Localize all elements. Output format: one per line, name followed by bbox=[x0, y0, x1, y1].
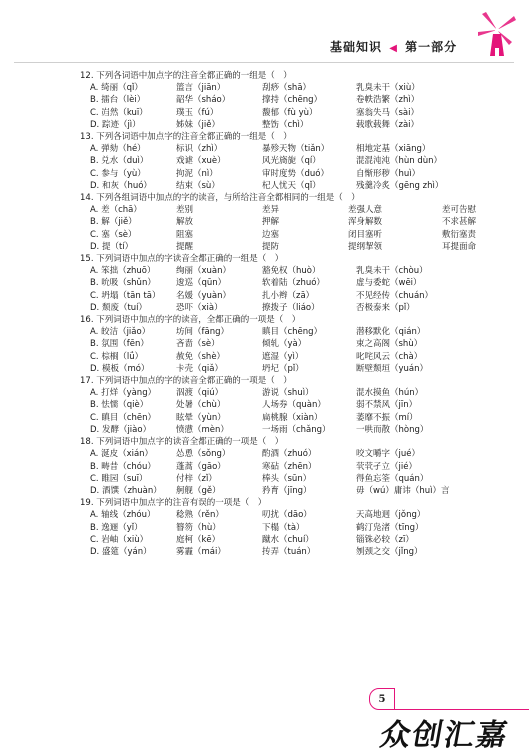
option-cell: 混混沌沌（hùn dùn） bbox=[356, 156, 443, 167]
option-row bbox=[80, 265, 490, 277]
triangle-icon: ◀ bbox=[389, 43, 398, 54]
option-cell: 差别 bbox=[176, 205, 194, 216]
option-cell: C. 参与（yù） bbox=[90, 168, 146, 179]
option-row bbox=[80, 399, 490, 411]
watermark-logo: 众创汇嘉 bbox=[377, 718, 512, 753]
option-cell: 韶华（sháo） bbox=[176, 95, 231, 106]
option-cell: 庭柯（kē） bbox=[176, 534, 221, 545]
option-cell: 倾轧（yà） bbox=[262, 339, 307, 350]
option-row bbox=[80, 168, 490, 180]
option-cell: 乳臭未干（xiù） bbox=[356, 83, 420, 94]
option-cell: 眩晕（yùn） bbox=[176, 412, 226, 423]
option-cell: 泅渡（qiú） bbox=[176, 388, 224, 399]
option-cell: 解放 bbox=[176, 217, 194, 228]
option-row bbox=[80, 204, 490, 216]
option-cell: B. 逸逦（yǐ） bbox=[90, 522, 143, 533]
option-cell: 愤懑（mèn） bbox=[176, 424, 229, 435]
option-cell: D. 盛筵（yán） bbox=[90, 546, 152, 557]
option-row bbox=[80, 326, 490, 338]
option-row bbox=[80, 229, 490, 241]
option-cell: A. 笨拙（zhuō） bbox=[90, 266, 156, 277]
page-header bbox=[0, 0, 529, 62]
option-cell: 虚与委蛇（wēi） bbox=[356, 278, 422, 289]
option-cell: D. 和灰（huó） bbox=[90, 180, 152, 191]
option-row bbox=[80, 302, 490, 314]
option-cell: 咬文嚼字（jué） bbox=[356, 449, 420, 460]
question-block bbox=[80, 70, 490, 131]
option-row bbox=[80, 241, 490, 253]
option-cell: 阻塞 bbox=[176, 229, 194, 240]
option-row bbox=[80, 277, 490, 289]
option-cell: 姊妹（jiě） bbox=[176, 119, 220, 130]
option-cell: 结束（sù） bbox=[176, 180, 220, 191]
option-cell: 馥郁（fù yù） bbox=[262, 107, 318, 118]
option-row bbox=[80, 473, 490, 485]
option-cell: 稔熟（rěn） bbox=[176, 510, 224, 521]
option-row bbox=[80, 143, 490, 155]
option-cell: 不见经传（chuán） bbox=[356, 290, 434, 301]
option-cell: B. 怯懦（qiè） bbox=[90, 400, 149, 411]
question-block bbox=[80, 375, 490, 436]
option-cell: 提防 bbox=[262, 241, 280, 252]
option-row bbox=[80, 94, 490, 106]
option-cell: 提醒 bbox=[176, 241, 194, 252]
option-cell: 雾霾（mái） bbox=[176, 546, 226, 557]
option-cell: 塞翁失马（sài） bbox=[356, 107, 419, 118]
option-cell: 赦免（shè） bbox=[176, 351, 226, 362]
option-cell: 耳提面命 bbox=[442, 241, 477, 252]
option-cell: A. 轴线（zhóu） bbox=[90, 510, 156, 521]
question-title: 17. 下列词语中加点的字的读音全都正确的一项是（ ） bbox=[80, 376, 292, 387]
question-title: 18. 下列词语中加点字的读音全都正确的一项是（ ） bbox=[80, 437, 284, 448]
option-cell: 整饬（chì） bbox=[262, 119, 309, 130]
option-cell: 酌酒（zhuó） bbox=[262, 449, 317, 460]
option-cell: 浑身解数 bbox=[348, 217, 383, 228]
option-cell: 混水摸鱼（hún） bbox=[356, 388, 424, 399]
option-row bbox=[80, 107, 490, 119]
option-cell: 付梓（zǐ） bbox=[176, 473, 217, 484]
option-cell: 提纲挈领 bbox=[348, 241, 383, 252]
option-cell: 舸舰（gě） bbox=[176, 485, 221, 496]
option-row bbox=[80, 338, 490, 350]
option-cell: 不求甚解 bbox=[442, 217, 477, 228]
question-block bbox=[80, 253, 490, 314]
option-cell: D. 提（tí） bbox=[90, 241, 134, 252]
option-cell: 遮湿（yì） bbox=[262, 351, 304, 362]
option-cell: D. 酒馔（zhuàn） bbox=[90, 485, 162, 496]
option-cell: B. 擂台（lèi） bbox=[90, 95, 146, 106]
page-number: 5 bbox=[369, 688, 395, 710]
option-cell: 一场雨（chǎng） bbox=[262, 424, 331, 435]
option-cell: 刎颈之交（jǐng） bbox=[356, 546, 423, 557]
option-cell: A. 皎洁（jiǎo） bbox=[90, 327, 151, 338]
question-block bbox=[80, 436, 490, 497]
option-cell: B. 吮吸（shǔn） bbox=[90, 278, 156, 289]
option-cell: A. 差（chā） bbox=[90, 205, 142, 216]
option-cell: 寒砧（zhēn） bbox=[262, 461, 317, 472]
question-title: 14. 下列各组词语中加点的字的读音，与所给注音全都相同的一组是（ ） bbox=[80, 193, 360, 204]
option-cell: D. 模板（mó） bbox=[90, 363, 150, 374]
option-cell: 璞玉（fú） bbox=[176, 107, 219, 118]
option-cell: 矜育（jīng） bbox=[262, 485, 312, 496]
option-cell: C. 瞋目（chēn） bbox=[90, 412, 157, 423]
title-left: 基础知识 bbox=[330, 40, 383, 54]
option-cell: 闭目塞听 bbox=[348, 229, 383, 240]
option-cell: C. 睢园（suī） bbox=[90, 473, 148, 484]
option-cell: C. 岩岫（xiù） bbox=[90, 534, 149, 545]
option-row bbox=[80, 534, 490, 546]
option-cell: D. 颓废（tuí） bbox=[90, 302, 148, 313]
option-cell: 杞人忧天（qǐ） bbox=[262, 180, 321, 191]
question-title: 19. 下列词语中加点字的注音有误的一项是（ ） bbox=[80, 498, 267, 509]
question-title: 13. 下列各词语中加点字的注音全都正确的一组是（ ） bbox=[80, 132, 292, 143]
option-cell: D. 发酵（jiào） bbox=[90, 424, 152, 435]
header-divider bbox=[14, 62, 514, 63]
option-cell: A. 涎皮（xián） bbox=[90, 449, 154, 460]
option-row bbox=[80, 119, 490, 131]
option-cell: 抟弄（tuán） bbox=[262, 546, 316, 557]
question-block bbox=[80, 192, 490, 253]
option-cell: 茕茕孑立（jié） bbox=[356, 461, 417, 472]
question-title: 12. 下列各词语中加点字的注音全都正确的一组是（ ） bbox=[80, 71, 292, 81]
option-cell: 蓬蒿（gāo） bbox=[176, 461, 226, 472]
option-cell: 戏谑（xuè） bbox=[176, 156, 226, 167]
option-row bbox=[80, 82, 490, 94]
option-cell: 簪笏（hù） bbox=[176, 522, 221, 533]
option-cell: C. 坍塌（tān tā） bbox=[90, 290, 161, 301]
option-cell: 残羹冷炙（gēng zhì） bbox=[356, 180, 444, 191]
option-cell: 风光旖旎（qí） bbox=[262, 156, 321, 167]
option-row bbox=[80, 180, 490, 192]
option-cell: A. 弹劾（hé） bbox=[90, 144, 146, 155]
option-cell: 锱铢必较（zī） bbox=[356, 534, 414, 545]
option-cell: C. 塞（sè） bbox=[90, 229, 137, 240]
option-row bbox=[80, 155, 490, 167]
option-cell: A. 打烊（yàng） bbox=[90, 388, 157, 399]
option-cell: 束之高阁（shù） bbox=[356, 339, 423, 350]
option-row bbox=[80, 461, 490, 473]
question-title: 16. 下列词语中加点的字的读音，全都正确的一项是（ ） bbox=[80, 315, 301, 326]
question-block bbox=[80, 497, 490, 558]
option-cell: 审时度势（duó） bbox=[262, 168, 329, 179]
option-cell: C. 棕榈（lǘ） bbox=[90, 351, 144, 362]
option-row bbox=[80, 424, 490, 436]
option-cell: 蹴水（chuí） bbox=[262, 534, 314, 545]
option-cell: B. 解（jiě） bbox=[90, 217, 137, 228]
option-cell: 叱咤风云（chà） bbox=[356, 351, 423, 362]
option-cell: 怂恿（sǒng） bbox=[176, 449, 231, 460]
option-cell: 软着陆（zhuó） bbox=[262, 278, 325, 289]
option-cell: 相地定基（xiāng） bbox=[356, 144, 431, 155]
option-cell: 潜移默化（qián） bbox=[356, 327, 426, 338]
option-cell: 刮痧（shā） bbox=[262, 83, 312, 94]
option-cell: 瞋目（chēng） bbox=[262, 327, 323, 338]
option-row bbox=[80, 485, 490, 497]
option-cell: 差可告慰 bbox=[442, 205, 477, 216]
option-cell: 豁免权（huò） bbox=[262, 266, 321, 277]
option-row bbox=[80, 290, 490, 302]
option-row bbox=[80, 363, 490, 375]
option-cell: 游说（shuì） bbox=[262, 388, 314, 399]
option-cell: 卷帙浩繁（zhì） bbox=[356, 95, 420, 106]
option-row bbox=[80, 387, 490, 399]
option-cell: 坊间（fāng） bbox=[176, 327, 229, 338]
option-row bbox=[80, 216, 490, 228]
option-cell: 押解 bbox=[262, 217, 280, 228]
section-title bbox=[330, 38, 457, 55]
option-cell: 下榻（tà） bbox=[262, 522, 305, 533]
question-block bbox=[80, 131, 490, 192]
option-cell: C. 岿然（kuī） bbox=[90, 107, 148, 118]
option-row bbox=[80, 509, 490, 521]
option-cell: 卡壳（qiǎ） bbox=[176, 363, 223, 374]
option-cell: A. 绮丽（qǐ） bbox=[90, 83, 143, 94]
option-row bbox=[80, 546, 490, 558]
option-cell: 处暑（chù） bbox=[176, 400, 226, 411]
option-cell: 棒头（sūn） bbox=[262, 473, 312, 484]
option-cell: 乳臭未干（chòu） bbox=[356, 266, 428, 277]
option-cell: 名媛（yuàn） bbox=[176, 290, 232, 301]
option-cell: 萎靡不振（mí） bbox=[356, 412, 418, 423]
option-row bbox=[80, 522, 490, 534]
option-cell: 坍圮（pǐ） bbox=[262, 363, 304, 374]
option-cell: 叨扰（dāo） bbox=[262, 510, 312, 521]
title-right: 第一部分 bbox=[405, 40, 458, 54]
option-cell: 鹤汀凫渚（tīng） bbox=[356, 522, 424, 533]
option-cell: 差异 bbox=[262, 205, 280, 216]
option-cell: D. 踪迹（jì） bbox=[90, 119, 141, 130]
option-cell: 边塞 bbox=[262, 229, 280, 240]
question-list bbox=[80, 70, 490, 558]
option-cell: 弱不禁风（jīn） bbox=[356, 400, 418, 411]
option-cell: 否极泰来（pǐ） bbox=[356, 302, 415, 313]
option-cell: 扁桃腺（xiàn） bbox=[262, 412, 323, 423]
option-cell: 天高地迥（jǒng） bbox=[356, 510, 426, 521]
option-cell: 断壁颓垣（yuán） bbox=[356, 363, 429, 374]
option-cell: 恐吓（xià） bbox=[176, 302, 223, 313]
option-cell: 敷衍塞责 bbox=[442, 229, 477, 240]
question-title: 15. 下列词语中加点的字读音全都正确的一组是（ ） bbox=[80, 254, 284, 265]
option-row bbox=[80, 412, 490, 424]
option-cell: 一哄而散（hòng） bbox=[356, 424, 429, 435]
question-block bbox=[80, 314, 490, 375]
option-cell: 吝啬（sè） bbox=[176, 339, 220, 350]
option-cell: 自惭形秽（huì） bbox=[356, 168, 421, 179]
option-cell: 人场券（quàn） bbox=[262, 400, 326, 411]
option-cell: B. 氛围（fēn） bbox=[90, 339, 149, 350]
windmill-icon bbox=[472, 8, 522, 58]
option-cell: 得鱼忘筌（quán） bbox=[356, 473, 429, 484]
option-cell: 撑持（chēng） bbox=[262, 95, 323, 106]
option-cell: 毋（wú）庸讳（huì）言 bbox=[356, 485, 450, 496]
option-cell: 逡巡（qūn） bbox=[176, 278, 227, 289]
option-cell: 拘泥（nì） bbox=[176, 168, 218, 179]
option-cell: B. 兑水（duì） bbox=[90, 156, 149, 167]
option-cell: 绚丽（xuàn） bbox=[176, 266, 232, 277]
option-cell: 扎小辫（zā） bbox=[262, 290, 315, 301]
option-cell: 撩拨子（liáo） bbox=[262, 302, 320, 313]
option-cell: 暴殄天物（tiǎn） bbox=[262, 144, 330, 155]
option-cell: 标识（zhì） bbox=[176, 144, 223, 155]
option-cell: 差强人意 bbox=[348, 205, 383, 216]
option-row bbox=[80, 448, 490, 460]
option-row bbox=[80, 351, 490, 363]
option-cell: 篮言（jiān） bbox=[176, 83, 226, 94]
option-cell: 载歌载舞（zài） bbox=[356, 119, 420, 130]
option-cell: B. 畴昔（chóu） bbox=[90, 461, 156, 472]
